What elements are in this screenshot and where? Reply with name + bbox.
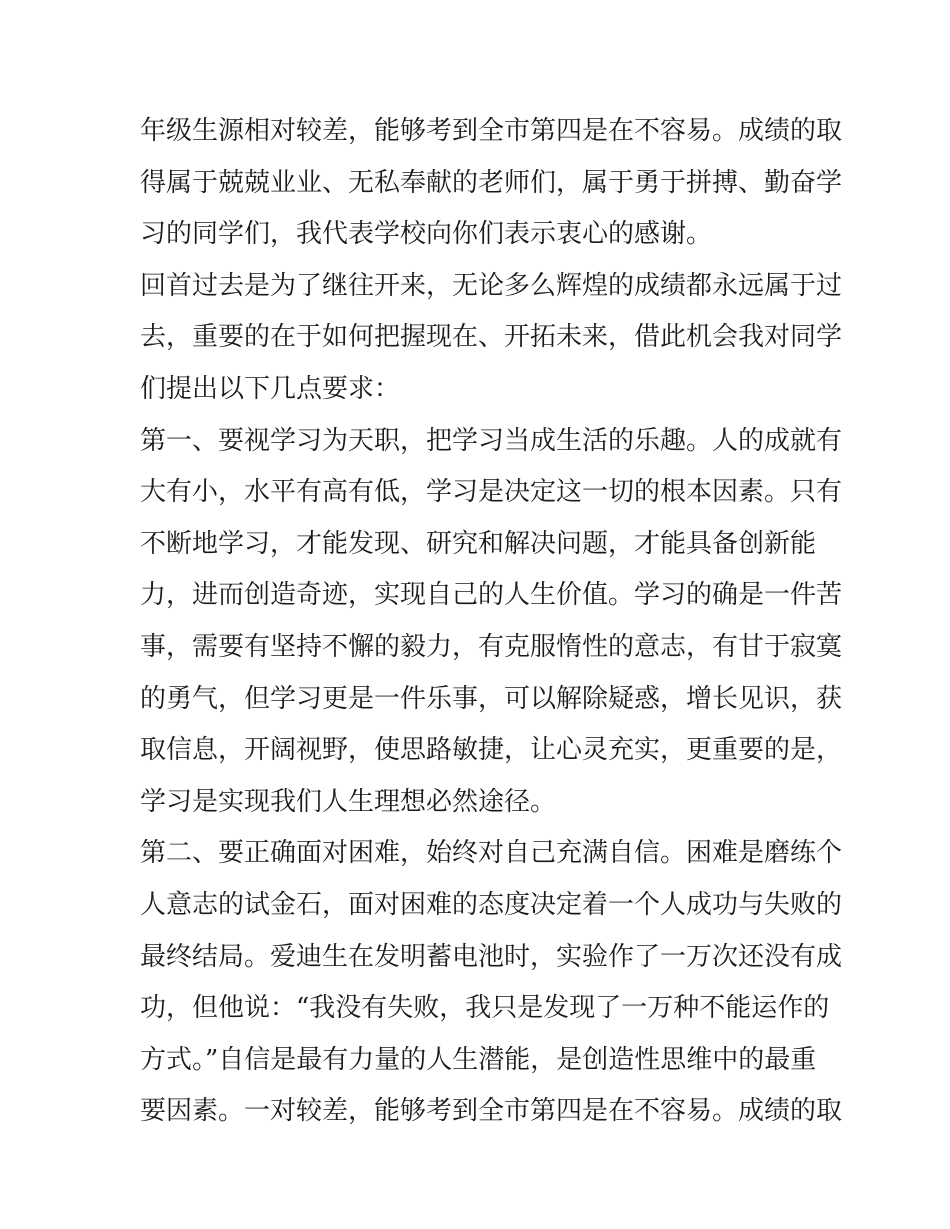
text-line: 要因素。一对较差，能够考到全市第四是在不容易。成绩的取 (140, 1096, 843, 1127)
text-line: 功，但他说：“我没有失败，我只是发现了一万种不能运作的 (140, 993, 830, 1024)
text-line: 得属于兢兢业业、无私奉献的老师们，属于勇于拼搏、勤奋学 (140, 167, 843, 198)
text-line: 力，进而创造奇迹，实现自己的人生价值。学习的确是一件苦 (140, 580, 843, 611)
text-line: 们提出以下几点要求： (140, 373, 401, 404)
text-line: 事，需要有坚持不懈的毅力，有克服惰性的意志，有甘于寂寞 (140, 631, 843, 662)
text-line: 学习是实现我们人生理想必然途径。 (140, 786, 557, 817)
text-line: 回首过去是为了继往开来，无论多么辉煌的成绩都永远属于过 (140, 270, 843, 301)
text-line: 方式。”自信是最有力量的人生潜能，是创造性思维中的最重 (140, 1044, 817, 1075)
text-line: 第二、要正确面对困难，始终对自己充满自信。困难是磨练个 (140, 838, 843, 869)
text-line: 最终结局。爱迪生在发明蓄电池时，实验作了一万次还没有成 (140, 941, 843, 972)
text-line: 习的同学们，我代表学校向你们表示衷心的感谢。 (140, 219, 713, 250)
text-line: 去，重要的在于如何把握现在、开拓未来，借此机会我对同学 (140, 322, 843, 353)
text-line: 大有小，水平有高有低，学习是决定这一切的根本因素。只有 (140, 477, 843, 508)
text-line: 的勇气，但学习更是一件乐事，可以解除疑惑，增长见识，获 (140, 683, 843, 714)
text-line: 第一、要视学习为天职，把学习当成生活的乐趣。人的成就有 (140, 425, 843, 456)
text-line: 年级生源相对较差，能够考到全市第四是在不容易。成绩的取 (140, 116, 843, 146)
text-line: 人意志的试金石，面对困难的态度决定着一个人成功与失败的 (140, 889, 843, 920)
text-line: 取信息，开阔视野，使思路敏捷，让心灵充实，更重要的是， (140, 735, 843, 766)
text-line: 不断地学习，才能发现、研究和解决问题，才能具备创新能 (140, 528, 817, 559)
body-text (140, 106, 843, 1138)
